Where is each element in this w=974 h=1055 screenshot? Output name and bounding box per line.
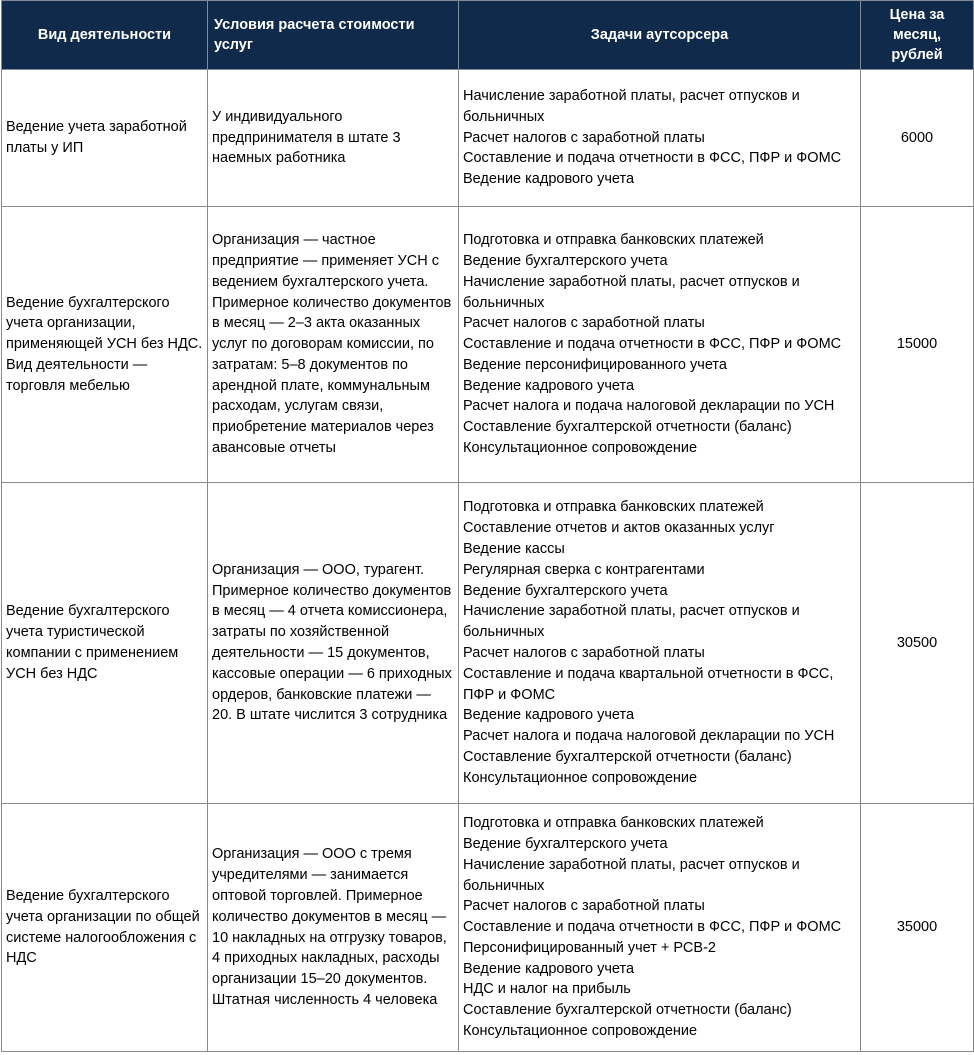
task-item: Начисление заработной платы, расчет отпусков и больничных: [463, 88, 800, 125]
task-item: Составление бухгалтерской отчетности (баланс): [463, 748, 792, 765]
header-price-line: рублей: [891, 47, 943, 63]
header-price-line: Цена за: [889, 7, 945, 23]
header-conditions: Условия расчета стоимости услуг: [208, 1, 459, 70]
table-row: [2, 70, 974, 207]
task-item: Начисление заработной платы, расчет отпусков и больничных: [463, 273, 800, 311]
task-item: Расчет налогов с заработной платы: [463, 645, 705, 661]
header-row: [2, 1, 974, 70]
task-item: Консультационное сопровождение: [463, 440, 698, 457]
task-item: Консультационное сопровождение: [463, 1023, 698, 1040]
task-item: Ведение кадрового учета: [463, 377, 635, 394]
task-item: Составление и подача отчетности в ФСС, ПФР и ФОМС: [463, 150, 842, 167]
conditions-cell: Организация — ООО с тремя учредителями — занимается оптовой торговлей. Примерное количество документов в месяц — 10 накладных на отгрузку товаров, 4 приходных накладных, расходы организации 15–20 документов. Штатная численность 4 человека: [208, 804, 459, 1052]
task-item: Ведение бухгалтерского учета: [463, 252, 668, 269]
task-item: НДС и налог на прибыль: [463, 981, 631, 998]
tasks-cell: [459, 207, 861, 483]
conditions-cell: Организация — ООО, турагент. Примерное количество документов в месяц — 4 отчета комиссионера, затраты по хозяйственной деятельности — 15 документов, кассовые операции — 6 приходных ордеров, банковские платежи — 20. В штате числится 3 сотрудника: [208, 483, 459, 804]
task-item: Ведение кассы: [463, 541, 565, 558]
task-item: Расчет налогов с заработной платы: [463, 898, 705, 915]
task-item: Ведение бухгалтерского учета: [463, 582, 668, 599]
tasks-cell: [459, 70, 861, 207]
conditions-cell: Организация — частное предприятие — применяет УСН с ведением бухгалтерского учета. Примерное количество документов в месяц — 2–3 акта оказанных услуг по договорам комиссии, по затратам: 5–8 документов по арендной плате, коммунальным расходам, услугам связи, приобретение материалов через авансовые отчеты: [208, 207, 459, 483]
task-item: Персонифицированный учет + РСВ-2: [463, 939, 716, 956]
header-tasks: Задачи аутсорсера: [459, 1, 861, 70]
task-item: Расчет налога и подача налоговой декларации по УСН: [463, 728, 835, 745]
task-item: Начисление заработной платы, расчет отпусков и больничных: [463, 603, 800, 641]
tasks-cell: [459, 483, 861, 804]
price-cell: 30500: [861, 483, 974, 804]
table-row: [2, 207, 974, 483]
task-item: Ведение кадрового учета: [463, 707, 635, 724]
task-item: Подготовка и отправка банковских платежей: [463, 815, 764, 832]
price-cell: 15000: [861, 207, 974, 483]
task-item: Составление бухгалтерской отчетности (баланс): [463, 419, 792, 436]
task-item: Составление отчетов и актов оказанных услуг: [463, 520, 775, 537]
task-item: Регулярная сверка с контрагентами: [463, 561, 705, 578]
table-row: [2, 483, 974, 804]
task-item: Составление и подача отчетности в ФСС, ПФР и ФОМС: [463, 919, 842, 936]
task-item: Начисление заработной платы, расчет отпусков и больничных: [463, 856, 800, 894]
table-row: [2, 804, 974, 1052]
task-item: Ведение бухгалтерского учета: [463, 835, 668, 852]
task-item: Ведение кадрового учета: [463, 171, 635, 188]
task-item: Консультационное сопровождение: [463, 769, 698, 786]
task-item: Подготовка и отправка банковских платежей: [463, 499, 764, 516]
task-item: Составление бухгалтерской отчетности (баланс): [463, 1002, 792, 1019]
activity-cell: Ведение бухгалтерского учета организации, применяющей УСН без НДС. Вид деятельности — торговля мебелью: [2, 207, 208, 483]
header-price-line: месяц,: [892, 27, 942, 43]
conditions-cell: У индивидуального предпринимателя в штате 3 наемных работника: [208, 70, 459, 207]
task-item: Расчет налога и подача налоговой декларации по УСН: [463, 398, 835, 415]
activity-cell: Ведение учета заработной платы у ИП: [2, 70, 208, 207]
task-item: Расчет налогов с заработной платы: [463, 315, 705, 332]
pricing-table: [1, 0, 974, 1052]
header-activity: Вид деятельности: [2, 1, 208, 70]
price-cell: 35000: [861, 804, 974, 1052]
task-item: Расчет налогов с заработной платы: [463, 129, 705, 146]
task-item: Ведение кадрового учета: [463, 960, 635, 977]
activity-cell: Ведение бухгалтерского учета туристической компании с применением УСН без НДС: [2, 483, 208, 804]
activity-cell: Ведение бухгалтерского учета организации по общей системе налогообложения с НДС: [2, 804, 208, 1052]
task-item: Составление и подача отчетности в ФСС, ПФР и ФОМС: [463, 336, 842, 353]
header-price: [861, 1, 974, 70]
task-item: Ведение персонифицированного учета: [463, 356, 727, 373]
price-cell: 6000: [861, 70, 974, 207]
task-item: Составление и подача квартальной отчетности в ФСС, ПФР и ФОМС: [463, 665, 834, 703]
tasks-cell: [459, 804, 861, 1052]
task-item: Подготовка и отправка банковских платежей: [463, 232, 764, 249]
